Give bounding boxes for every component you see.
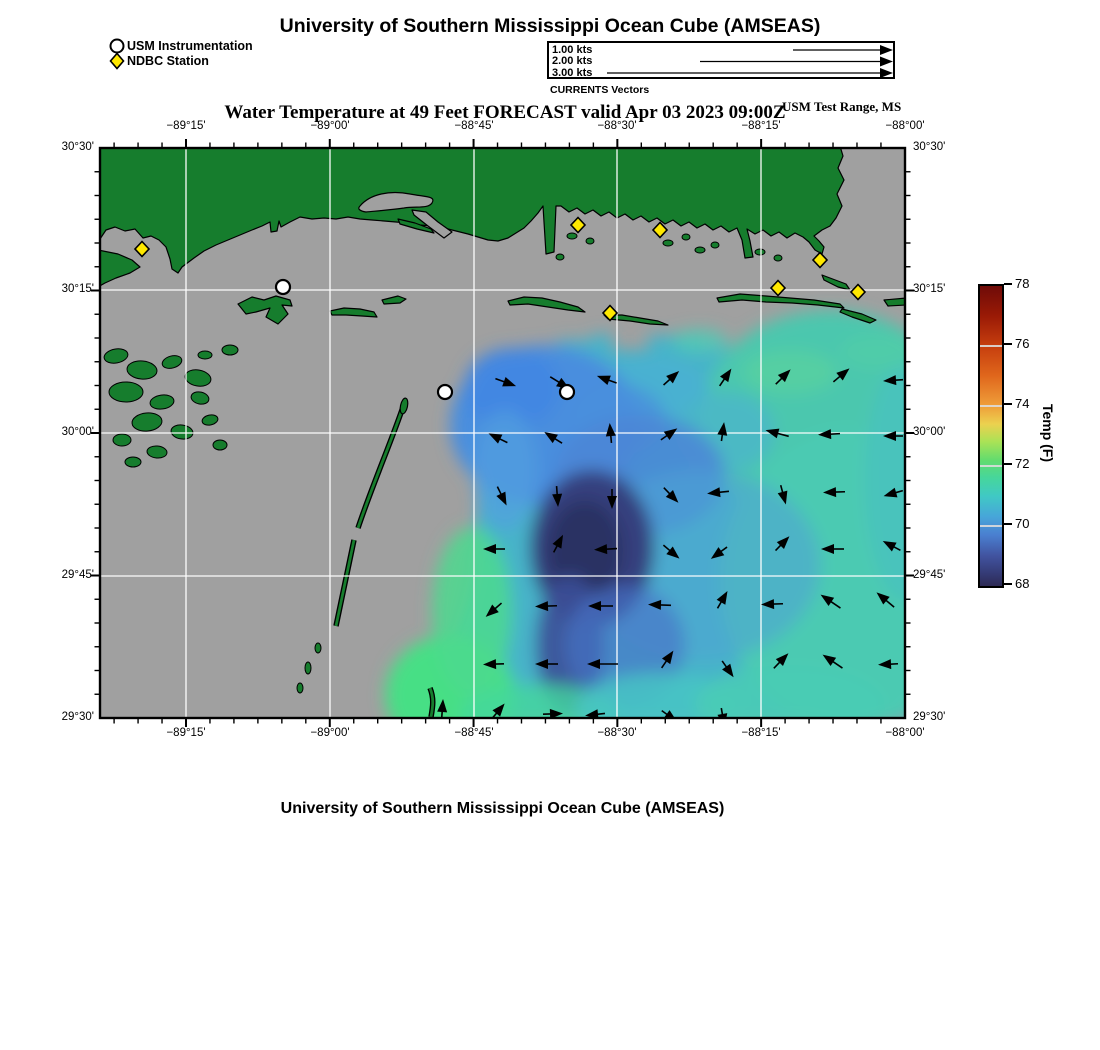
x-tick-label-bottom: −88°45' [454,727,494,739]
usm-instrumentation-legend-icon [111,40,124,53]
y-tick-label-right: 29°45' [913,569,946,581]
colorbar-tick [1004,583,1012,585]
legend-usm-label: USM Instrumentation [127,39,253,53]
colorbar-tick-label: 74 [1015,396,1030,411]
x-tick-label-top: −88°15' [741,120,781,132]
y-tick-label-right: 30°00' [913,426,946,438]
x-tick-label-top: −89°15' [166,120,206,132]
y-tick-label-right: 30°15' [913,283,946,295]
colorbar-tick-label: 78 [1015,276,1030,291]
x-tick-label-bottom: −88°00' [885,727,925,739]
colorbar-tick [1004,523,1012,525]
x-tick-label-top: −89°00' [310,120,350,132]
colorbar-gridline [980,525,1002,527]
colorbar-axis-label: Temp (F) [1040,403,1056,463]
temperature-blob [742,350,838,394]
colorbar-tick [1004,283,1012,285]
footer-title: University of Southern Mississippi Ocean Cube (AMSEAS) [280,800,725,817]
colorbar-tick-label: 68 [1015,576,1030,591]
y-tick-label-left: 30°15' [61,283,94,295]
usm-station-marker [438,385,452,399]
usm-station-marker [560,385,574,399]
x-tick-label-bottom: −88°15' [741,727,781,739]
temperature-colorbar [978,284,1004,588]
colorbar-tick [1004,463,1012,465]
colorbar-gridline [980,405,1002,407]
x-tick-label-bottom: −89°15' [166,727,206,739]
temperature-blob [432,527,512,697]
legend-ndbc-label: NDBC Station [127,54,209,68]
station-legend-symbols [111,40,124,69]
y-tick-label-left: 29°45' [61,569,94,581]
currents-scale-label: 2.00 kts [552,55,593,67]
usm-station-marker [276,280,290,294]
currents-caption: CURRENTS Vectors [550,84,650,96]
colorbar-gridline [980,465,1002,467]
temperature-blob [473,410,537,530]
y-tick-label-right: 30°30' [913,141,946,153]
forecast-region-superscript: USM Test Range, MS [782,99,902,114]
page-title: University of Southern Mississippi Ocean Cube (AMSEAS) [279,15,821,37]
colorbar-tick [1004,343,1012,345]
temperature-blob [840,334,920,370]
x-tick-label-bottom: −89°00' [310,727,350,739]
x-tick-label-top: −88°00' [885,120,925,132]
y-tick-label-right: 29°30' [913,711,946,723]
currents-scale-label: 1.00 kts [552,43,593,56]
colorbar-tick-label: 70 [1015,516,1030,531]
colorbar-tick-label: 76 [1015,336,1030,351]
currents-scale-label: 3.00 kts [552,66,593,79]
colorbar-tick-label: 72 [1015,456,1030,471]
colorbar-tick [1004,403,1012,405]
island-fort-morgan [884,298,906,306]
y-tick-label-left: 30°30' [61,141,94,153]
currents-scale-box [547,41,895,79]
x-tick-label-top: −88°30' [597,120,637,132]
x-tick-label-bottom: −88°30' [597,727,637,739]
temperature-blob [672,329,728,353]
y-tick-label-left: 29°30' [61,711,94,723]
x-tick-label-top: −88°45' [454,120,494,132]
ndbc-station-legend-icon [111,54,124,69]
colorbar-gridline [980,345,1002,347]
forecast-subtitle: Water Temperature at 49 Feet FORECAST valid Apr 03 2023 09:00Z [224,102,786,123]
y-tick-label-left: 30°00' [61,426,94,438]
